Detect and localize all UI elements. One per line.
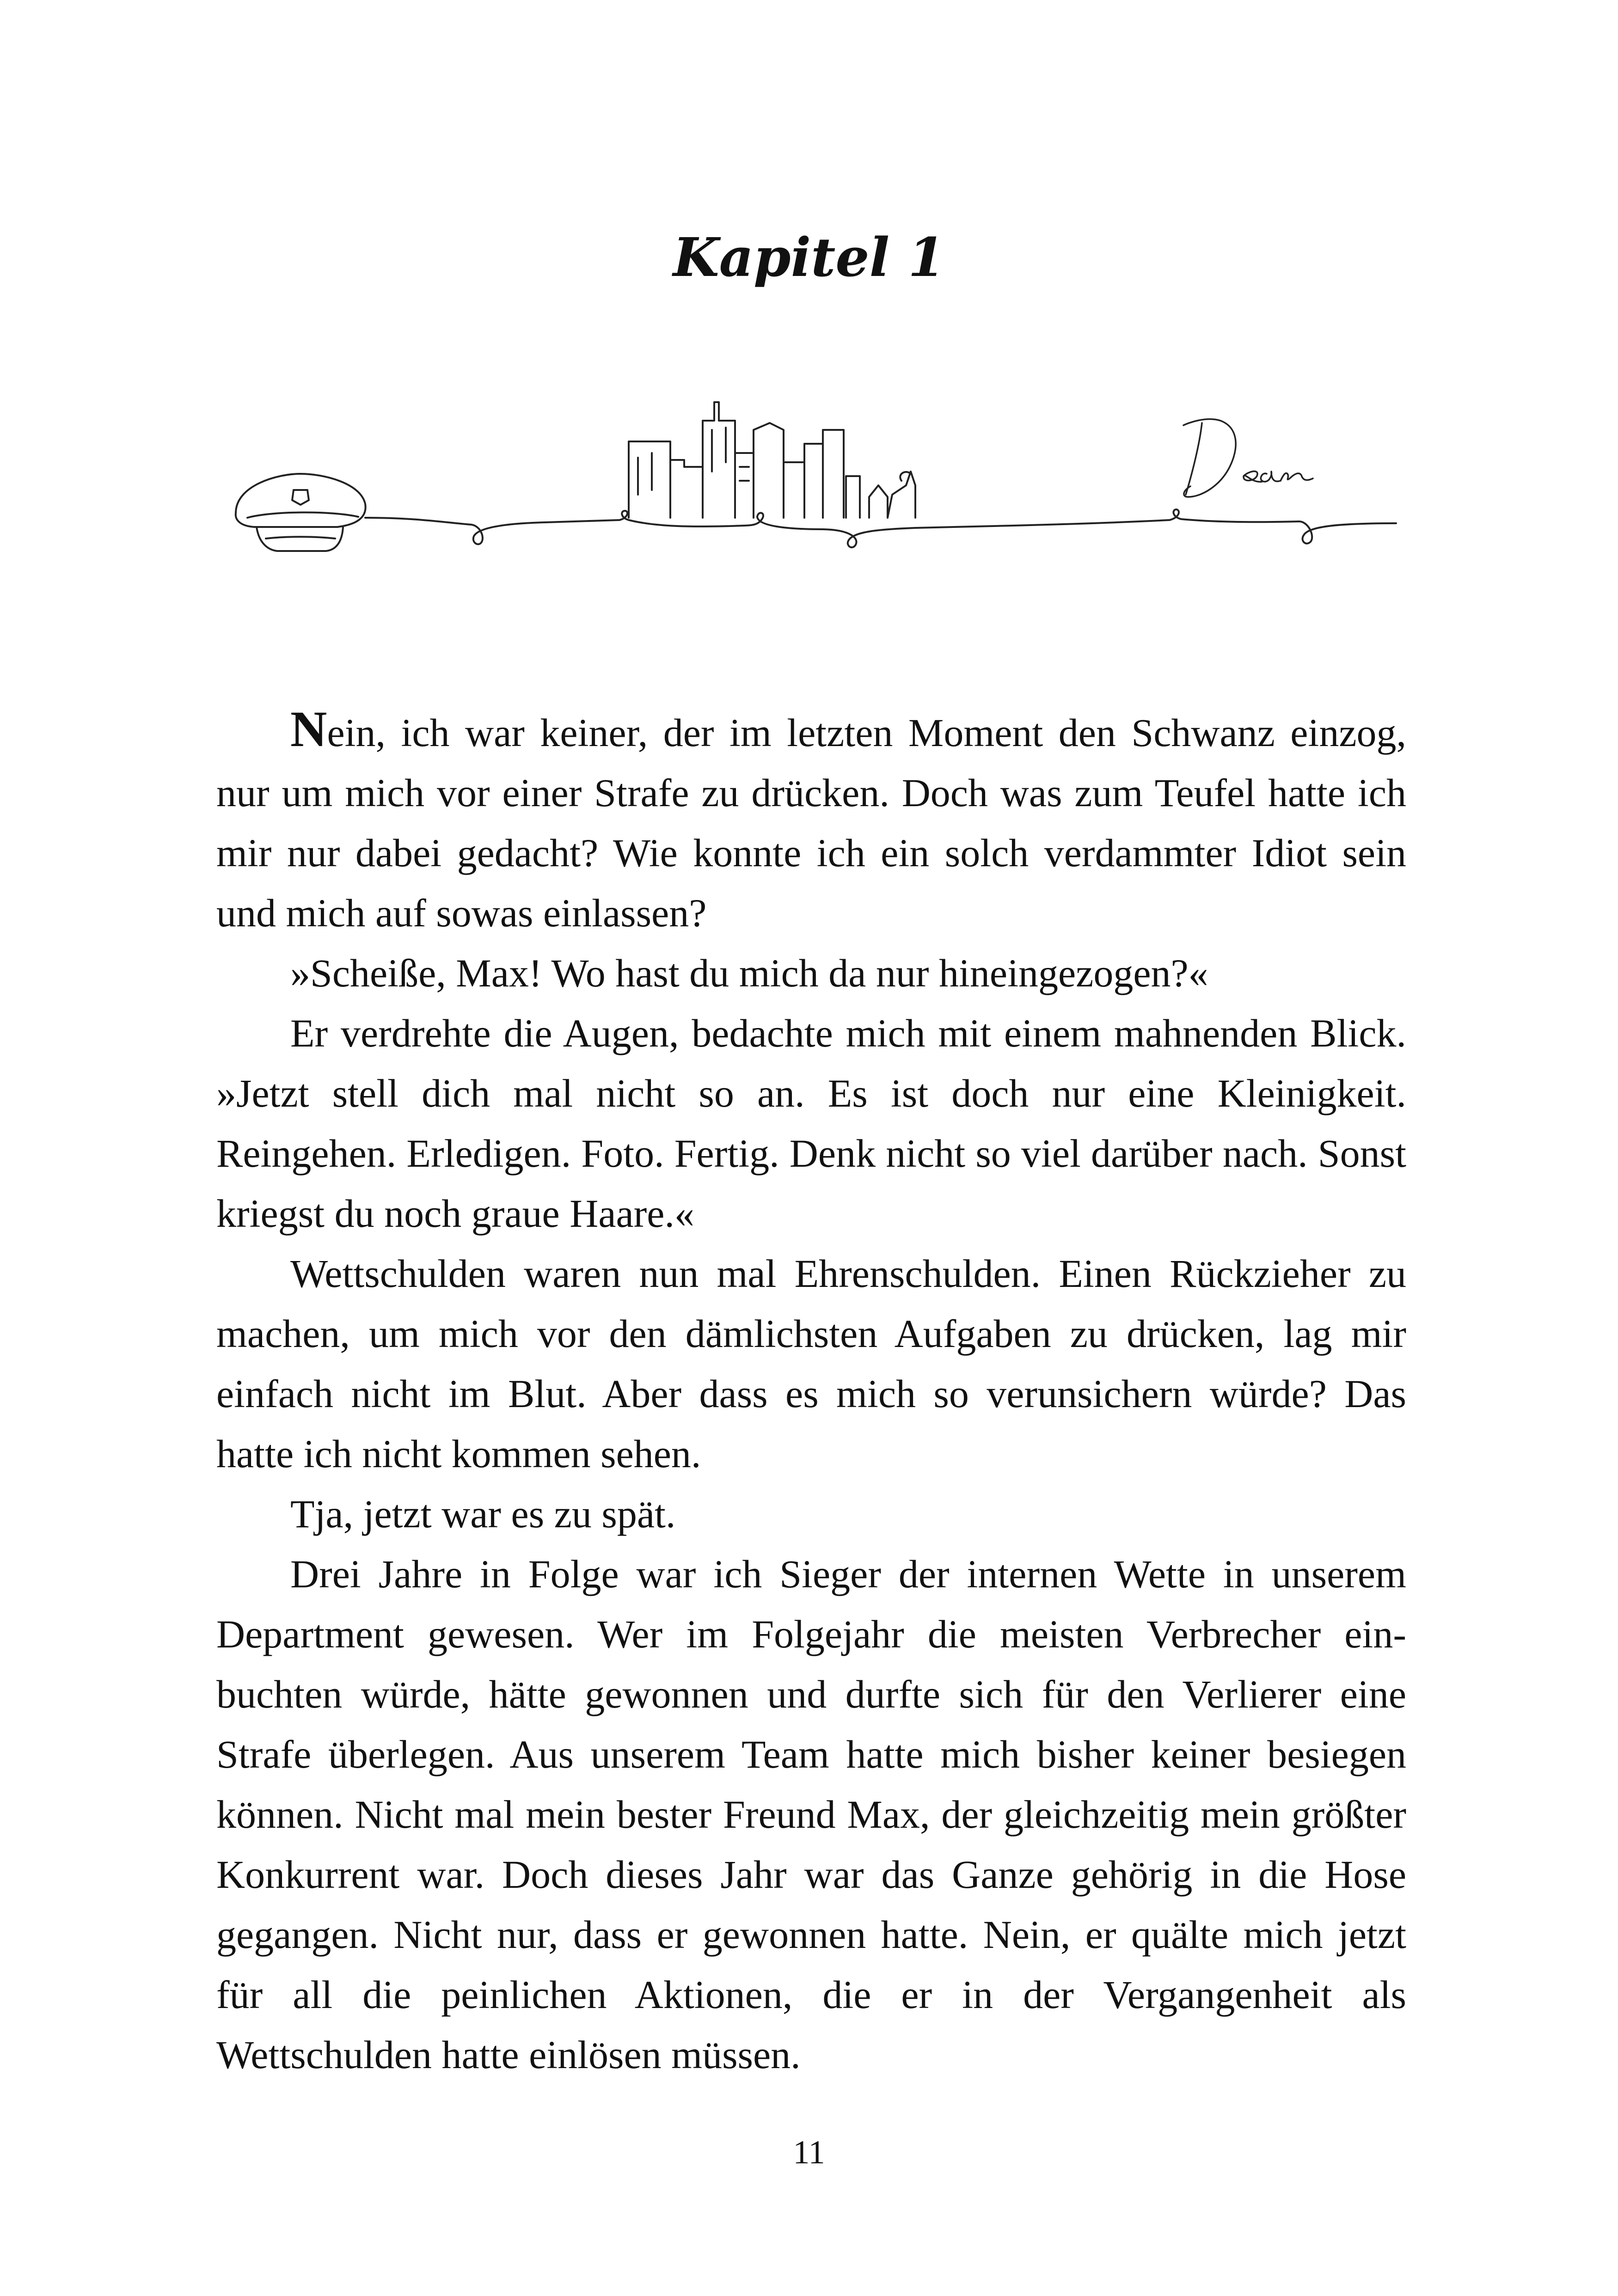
paragraph: Tja, jetzt war es zu spät. xyxy=(290,1492,676,1536)
dropcap-letter: N xyxy=(290,701,327,757)
paragraph: Drei Jahre in Folge war ich Sieger der internen Wette in unserem Department gewesen. Wer im Folgejahr die meisten Verbrecher ein-buchten würde, hätte gewonnen und durfte sich für den Verlierer eine Strafe überlegen. Aus unserem Team hatte mich bisher keiner besiegen können. Nicht mal mein bester Freund Max, der gleichzeitig mein größter Konkurrent war. Doch dieses Jahr war das Ganze gehörig in die Hose gegangen. Nicht nur, dass er gewonnen hatte. Nein, er quälte mich jetzt für all die peinlichen Aktionen, die er in der Vergangenheit als Wettschulden hatte einlösen müssen. xyxy=(216,1552,1406,2077)
paragraph: Er verdrehte die Augen, bedachte mich mit einem mahnenden Blick. »Jetzt stell dich mal nicht so an. Es ist doch nur eine Kleinigkeit. Reingehen. Erledigen. Foto. Fertig. Denk nicht so viel darüber nach. Sonst kriegst du noch graue Haare.« xyxy=(216,1011,1406,1236)
wavy-line xyxy=(365,509,1396,547)
signature-dean xyxy=(1183,419,1313,497)
paragraph: »Scheiße, Max! Wo hast du mich da nur hineingezogen?« xyxy=(290,951,1208,995)
paragraph-text: ein, ich war keiner, der im letzten Moment den Schwanz einzog, nur um mich vor einer Strafe zu drücken. Doch was zum Teufel hatte ich mir nur dabei gedacht? Wie konnte ich ein solch verdammter Idiot sein und mich auf sowas einlassen? xyxy=(216,710,1406,935)
paragraph xyxy=(216,703,1406,943)
chapter-body xyxy=(216,703,1406,2085)
chapter-title: Kapitel 1 xyxy=(673,227,945,289)
police-cap-icon xyxy=(236,474,366,551)
page-number: 11 xyxy=(793,2134,825,2171)
paragraph: Wettschulden waren nun mal Ehrenschulden. Einen Rückzieher zu machen, um mich vor den dämlichsten Aufgaben zu drücken, lag mir einfach nicht im Blut. Aber dass es mich so verunsichern würde? Das hatte ich nicht kommen sehen. xyxy=(216,1251,1406,1476)
chapter-ornament xyxy=(222,379,1405,592)
city-skyline-icon xyxy=(629,402,915,518)
